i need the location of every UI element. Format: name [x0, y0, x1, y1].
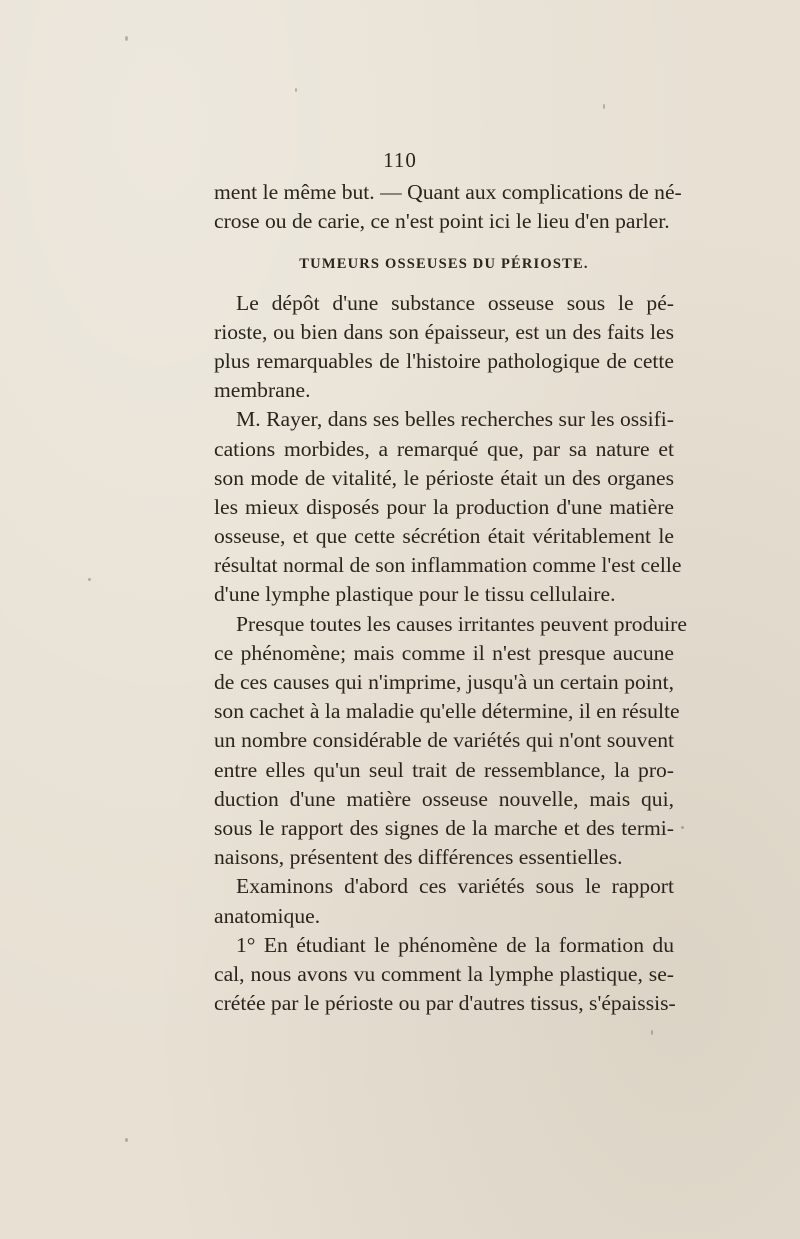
text-line: naisons, présentent des différences essentielles. [214, 845, 623, 870]
text-line: Examinons d'abord ces variétés sous le rapport [236, 874, 674, 899]
text-line: rioste, ou bien dans son épaisseur, est un des faits les [214, 319, 674, 344]
text-line: sous le rapport des signes de la marche et des termi- [214, 815, 674, 840]
text-line: cal, nous avons vu comment la lymphe plastique, se- [214, 961, 674, 986]
paragraph-4 [214, 872, 674, 930]
text-line: un nombre considérable de variétés qui n'ont souvent [214, 728, 674, 753]
text-line: les mieux disposés pour la production d'une matière [214, 494, 674, 519]
text-line: crétée par le périoste ou par d'autres tissus, s'épaissis- [214, 991, 676, 1016]
text-line: entre elles qu'un seul trait de ressemblance, la pro- [214, 757, 674, 782]
text-line: anatomique. [214, 903, 321, 928]
text-line: membrane. [214, 378, 311, 403]
paragraph-2 [214, 405, 682, 609]
text-line: plus remarquables de l'histoire pathologique de cette [214, 348, 674, 373]
paragraph-1 [214, 289, 674, 406]
paper-speck [681, 826, 684, 829]
text-line: osseuse, et que cette sécrétion était véritablement le [214, 524, 674, 549]
paper-speck [295, 88, 297, 92]
text-line: ce phénomène; mais comme il n'est presque aucune [214, 640, 674, 665]
text-line: ment le même but. — Quant aux complications de né- [214, 180, 682, 204]
text-line: cations morbides, a remarqué que, par sa nature et [214, 436, 674, 461]
paper-speck [88, 578, 91, 581]
text-line: de ces causes qui n'imprime, jusqu'à un certain point, [214, 670, 674, 694]
text-line: son mode de vitalité, le périoste était un des organes [214, 465, 674, 490]
text-line: résultat normal de son inflammation comme l'est celle [214, 553, 682, 578]
paper-speck [603, 104, 605, 109]
text-line: crose ou de carie, ce n'est point ici le lieu d'en parler. [214, 209, 670, 234]
text-line: d'une lymphe plastique pour le tissu cellulaire. [214, 582, 616, 607]
section-heading: TUMEURS OSSEUSES DU PÉRIOSTE. [299, 256, 589, 273]
text-line: 1° En étudiant le phénomène de la formation du [236, 932, 674, 957]
text-line: Presque toutes les causes irritantes peuvent produire [236, 611, 687, 636]
paragraph-5 [214, 931, 674, 1019]
paper-speck [651, 1030, 653, 1035]
paragraph-3 [214, 610, 687, 873]
paper-speck [125, 1138, 128, 1142]
text-line: Le dépôt d'une substance osseuse sous le pé- [236, 290, 674, 315]
text-line: son cachet à la maladie qu'elle détermine, il en résulte [214, 699, 680, 724]
text-line: M. Rayer, dans ses belles recherches sur les ossifi- [236, 407, 674, 432]
paper-speck [125, 36, 128, 41]
text-line: duction d'une matière osseuse nouvelle, mais qui, [214, 786, 674, 811]
body-text [214, 178, 687, 1018]
page-number: 110 [383, 148, 417, 172]
